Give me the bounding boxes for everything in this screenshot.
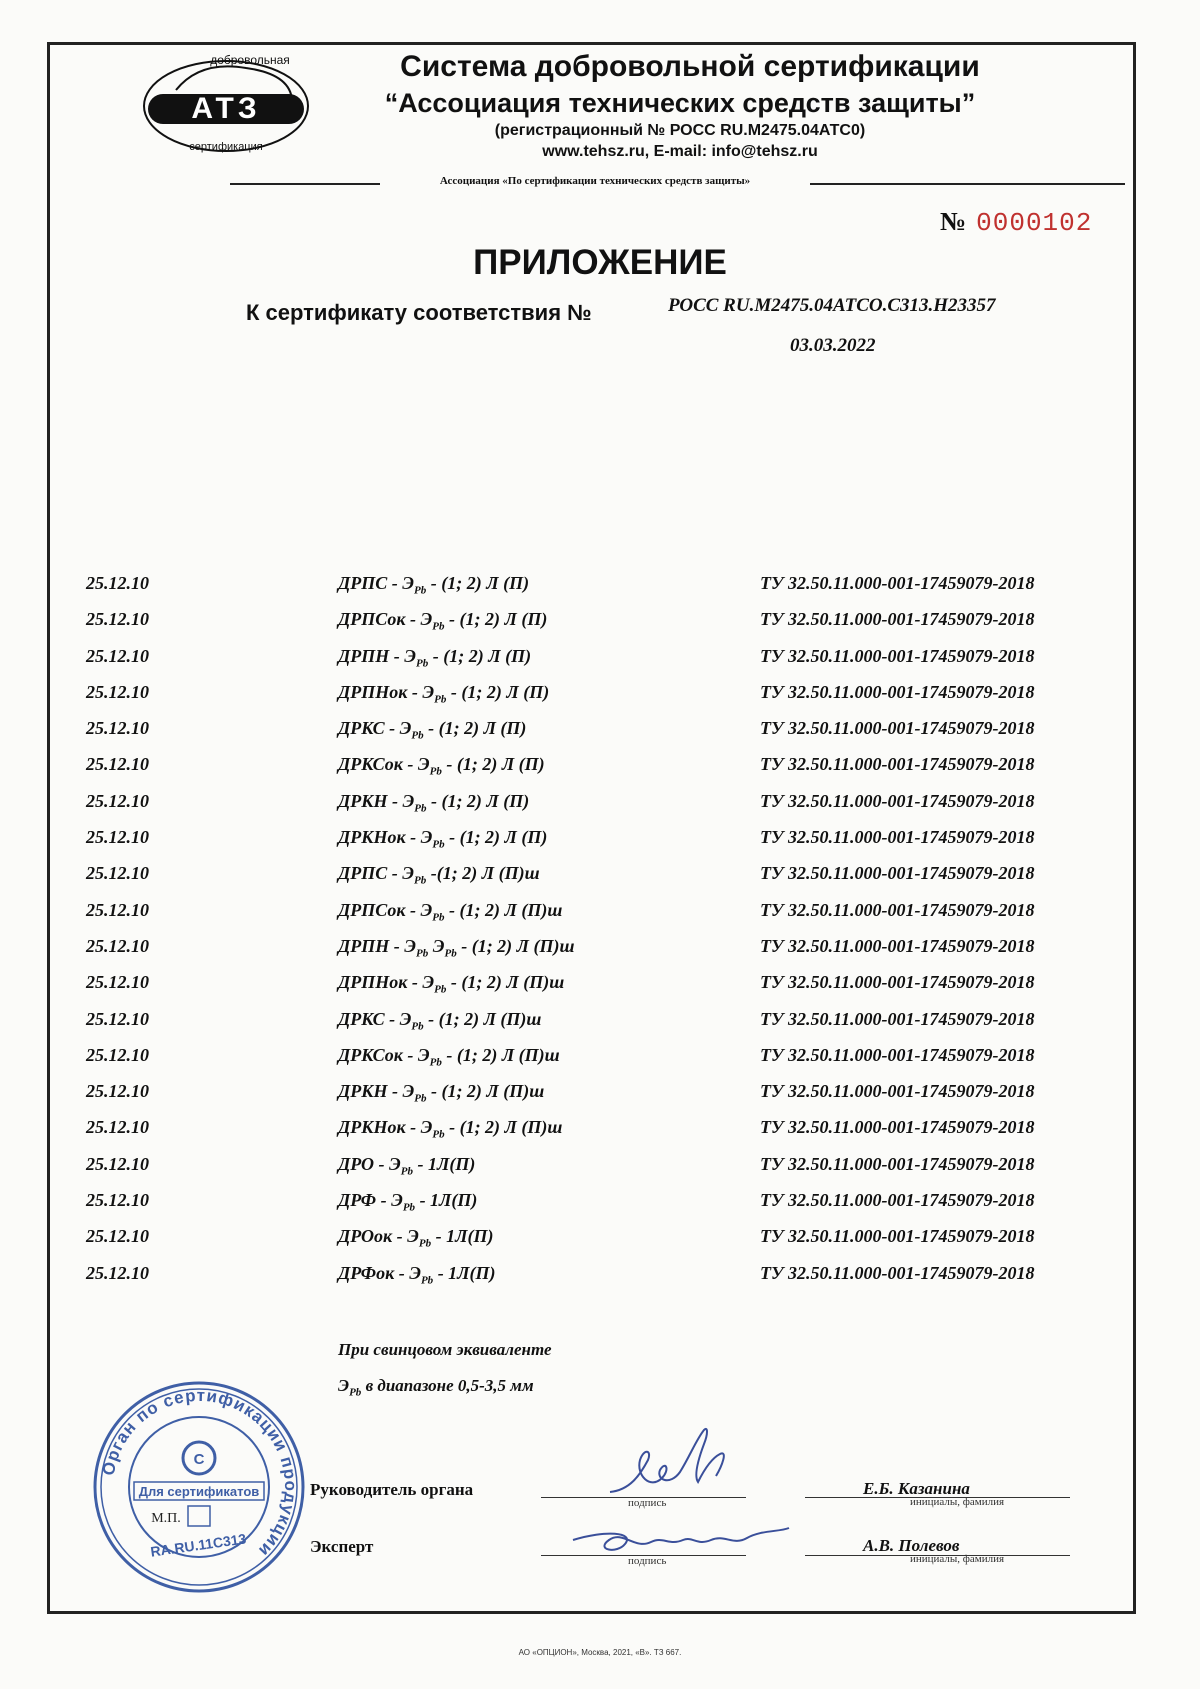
association-name: Ассоциация «По сертификации технических средств защиты»	[439, 175, 751, 187]
table-row	[0, 646, 1200, 682]
tech-spec: ТУ 32.50.11.000-001-17459079-2018	[760, 754, 1035, 775]
expert-signature-caption: подпись	[628, 1555, 667, 1567]
tech-spec: ТУ 32.50.11.000-001-17459079-2018	[760, 899, 1035, 920]
table-row	[0, 791, 1200, 827]
printer-footer: АО «ОПЦИОН», Москва, 2021, «В». ТЗ 667.	[518, 1648, 682, 1657]
head-name-caption: инициалы, фамилия	[910, 1496, 1005, 1508]
product-name: ДРФ - $Э_{Pb} - 1Л(П)$	[338, 1190, 478, 1214]
table-row	[0, 1263, 1200, 1299]
stamp-ring-text: Орган по сертификации продукции	[98, 1385, 301, 1561]
table-row	[0, 1081, 1200, 1117]
logo-bottom-text: сертификация	[189, 141, 263, 153]
tech-spec: ТУ 32.50.11.000-001-17459079-2018	[760, 1044, 1035, 1065]
okpd-code: 25.12.10	[86, 972, 149, 993]
certificate-date: 03.03.2022	[790, 335, 876, 356]
tech-spec: ТУ 32.50.11.000-001-17459079-2018	[760, 827, 1035, 848]
official-stamp	[90, 1378, 308, 1596]
product-name: ДРПС - $Э_{Pb}$ -(1; 2) Л (П)ш	[338, 863, 540, 887]
system-title: Система добровольной сертификации	[400, 50, 980, 83]
okpd-code: 25.12.10	[86, 790, 149, 811]
table-row	[0, 718, 1200, 754]
head-label: Руководитель органа	[310, 1480, 474, 1499]
product-name: ДРФок - $Э_{Pb} - 1Л(П)$	[338, 1262, 496, 1287]
tech-spec: ТУ 32.50.11.000-001-17459079-2018	[760, 573, 1035, 593]
stamp-reg-text: RA.RU.11C313	[149, 1530, 248, 1560]
table-row	[0, 1154, 1200, 1190]
tech-spec: ТУ 32.50.11.000-001-17459079-2018	[760, 645, 1035, 666]
tech-spec: ТУ 32.50.11.000-001-17459079-2018	[760, 1262, 1035, 1283]
tech-spec: ТУ 32.50.11.000-001-17459079-2018	[760, 718, 1035, 739]
okpd-code: 25.12.10	[86, 1044, 149, 1065]
serial-symbol: №	[940, 207, 967, 236]
okpd-code: 25.12.10	[86, 899, 149, 920]
expert-name: А.В. Полевов	[863, 1536, 960, 1555]
expert-label: Эксперт	[310, 1537, 374, 1556]
ats-logo	[142, 50, 310, 158]
table-row	[0, 1045, 1200, 1081]
table-row	[0, 863, 1200, 899]
table-row	[0, 1190, 1200, 1226]
logo-top-text: добровольная	[210, 53, 290, 67]
registration-number: (регистрационный № РОСС RU.M2475.04АТС0)	[494, 122, 866, 139]
svg-text:С: С	[193, 1451, 205, 1468]
tech-spec: ТУ 32.50.11.000-001-17459079-2018	[760, 1153, 1035, 1174]
okpd-code: 25.12.10	[86, 1153, 149, 1174]
table-row	[0, 1117, 1200, 1153]
product-name: ДРПСок - $Э_{Pb} - (1$; 2) Л (П)ш	[338, 899, 563, 924]
okpd-code: 25.12.10	[86, 681, 149, 702]
expert-signature	[565, 1510, 795, 1565]
product-name: ДРПН - $Э_{Pb} - (1$; 2) Л (П)	[338, 645, 532, 670]
stamp-mp-text: М.П.	[151, 1511, 181, 1526]
logo-letters: АТЗ	[191, 92, 261, 125]
table-row	[0, 682, 1200, 718]
okpd-code: 25.12.10	[86, 935, 149, 956]
okpd-code: 25.12.10	[86, 645, 149, 666]
note-line-2: $Э_{Pb}$ в диапазоне 0,5-3,5 мм	[338, 1376, 534, 1399]
table-row	[0, 900, 1200, 936]
tech-spec: ТУ 32.50.11.000-001-17459079-2018	[760, 1117, 1035, 1138]
product-name: ДРКС - $Э_{Pb} - (1$; 2) Л (П)	[338, 718, 527, 742]
head-signature-caption: подпись	[628, 1497, 667, 1509]
tech-spec: ТУ 32.50.11.000-001-17459079-2018	[760, 863, 1035, 884]
table-row	[0, 573, 1200, 609]
expert-name-caption: инициалы, фамилия	[910, 1553, 1005, 1565]
product-name: ДРКС - $Э_{Pb} - (1$; 2) Л (П)ш	[338, 1008, 542, 1033]
product-name: ДРО - $Э_{Pb} - 1Л(П)$	[338, 1153, 476, 1178]
certificate-label: К сертификату соответствия №	[246, 300, 592, 325]
table-row	[0, 936, 1200, 972]
table-row	[0, 609, 1200, 645]
table-row	[0, 754, 1200, 790]
okpd-code: 25.12.10	[86, 1226, 149, 1247]
okpd-code: 25.12.10	[86, 1190, 149, 1211]
okpd-code: 25.12.10	[86, 573, 149, 593]
product-name: ДРКСок - $Э_{Pb} - (1$; 2) Л (П)ш	[338, 1044, 560, 1069]
product-name: ДРПНок - $Э_{Pb} - (1$; 2) Л (П)	[338, 681, 550, 706]
okpd-code: 25.12.10	[86, 1117, 149, 1138]
stamp-center-text: Для сертификатов	[138, 1484, 260, 1499]
table-row	[0, 972, 1200, 1008]
serial-number	[940, 207, 1092, 238]
product-name: ДРПС - $Э_{Pb} - (1$; 2) Л (П)	[338, 573, 530, 597]
product-name: ДРКСок - $Э_{Pb} - (1$; 2) Л (П)	[338, 754, 545, 779]
product-name: ДРКНок - $Э_{Pb} - (1$; 2) Л (П)	[338, 827, 548, 851]
product-name: ДРПНок - $Э_{Pb} - (1$; 2) Л (П)ш	[338, 972, 565, 996]
header-divider-right	[810, 183, 1125, 185]
website-email: www.tehsz.ru, E-mail: info@tehsz.ru	[542, 143, 818, 160]
product-name: ДРПСок - $Э_{Pb} - (1$; 2) Л (П)	[338, 609, 548, 633]
head-name: Е.Б. Казанина	[863, 1479, 970, 1498]
head-signature	[600, 1420, 760, 1505]
product-name: ДРКН - $Э_{Pb} - (1$; 2) Л (П)	[338, 790, 530, 815]
okpd-code: 25.12.10	[86, 1081, 149, 1102]
product-name: ДРОок - $Э_{Pb} - 1Л(П)$	[338, 1226, 494, 1250]
tech-spec: ТУ 32.50.11.000-001-17459079-2018	[760, 1226, 1035, 1247]
tech-spec: ТУ 32.50.11.000-001-17459079-2018	[760, 972, 1035, 993]
header-divider-left	[230, 183, 380, 185]
okpd-code: 25.12.10	[86, 1008, 149, 1029]
product-name: ДРКНок - $Э_{Pb} - (1$; 2) Л (П)ш	[338, 1117, 563, 1142]
table-row	[0, 1009, 1200, 1045]
okpd-code: 25.12.10	[86, 754, 149, 775]
tech-spec: ТУ 32.50.11.000-001-17459079-2018	[760, 790, 1035, 811]
association-title: “Ассоциация технических средств защиты”	[384, 88, 976, 118]
certificate-number: РОСС RU.M2475.04ATCO.C313.H23357	[668, 295, 996, 316]
tech-spec: ТУ 32.50.11.000-001-17459079-2018	[760, 1081, 1035, 1102]
document-title: ПРИЛОЖЕНИЕ	[473, 243, 727, 282]
okpd-code: 25.12.10	[86, 609, 149, 630]
table-row	[0, 1226, 1200, 1262]
okpd-code: 25.12.10	[86, 827, 149, 848]
okpd-code: 25.12.10	[86, 718, 149, 739]
tech-spec: ТУ 32.50.11.000-001-17459079-2018	[760, 681, 1035, 702]
okpd-code: 25.12.10	[86, 863, 149, 884]
serial-value: 0000102	[976, 208, 1093, 238]
tech-spec: ТУ 32.50.11.000-001-17459079-2018	[760, 609, 1035, 630]
table-row	[0, 827, 1200, 863]
tech-spec: ТУ 32.50.11.000-001-17459079-2018	[760, 1008, 1035, 1029]
product-name: ДРПН - $Э_{Pb}$ $Э_{Pb} - (1$; 2) Л (П)ш	[338, 935, 575, 960]
product-list	[0, 573, 1200, 1299]
tech-spec: ТУ 32.50.11.000-001-17459079-2018	[760, 1190, 1035, 1211]
product-name: ДРКН - $Э_{Pb} - (1$; 2) Л (П)ш	[338, 1081, 545, 1105]
tech-spec: ТУ 32.50.11.000-001-17459079-2018	[760, 935, 1035, 956]
okpd-code: 25.12.10	[86, 1262, 149, 1283]
note-line-1: При свинцовом эквиваленте	[338, 1340, 552, 1359]
